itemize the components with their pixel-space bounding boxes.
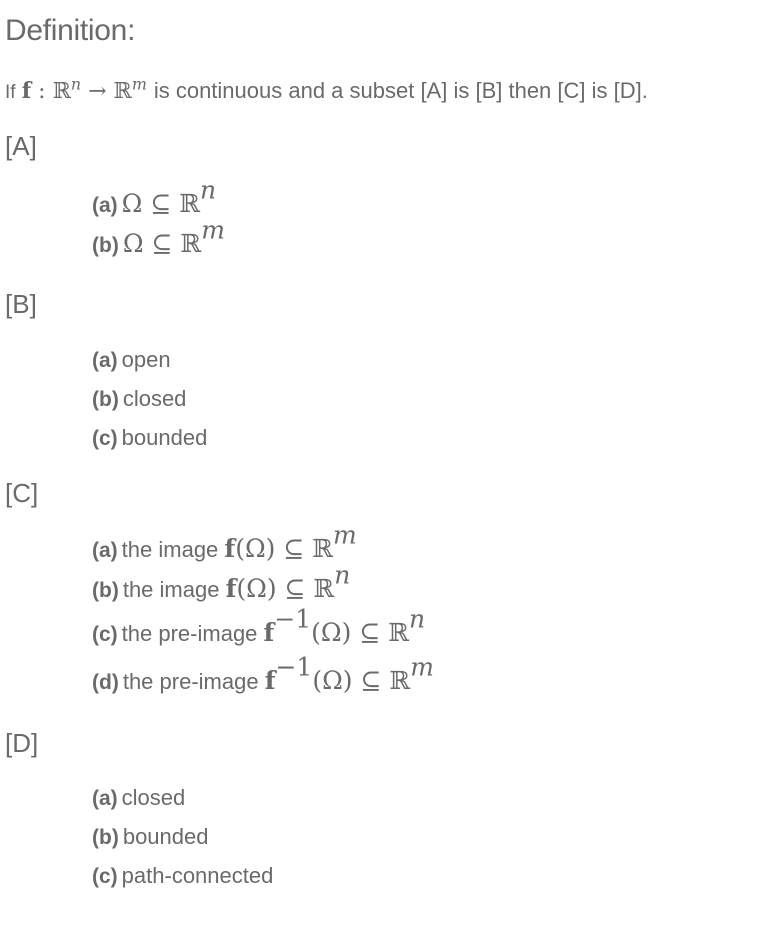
option-math: (Ω) ⊆ ℝ	[311, 618, 410, 647]
option-math: Ω ⊆ ℝ	[122, 229, 202, 258]
option-text: bounded	[121, 425, 208, 450]
option-d-c[interactable]	[92, 857, 273, 896]
option-c-b[interactable]	[92, 560, 434, 610]
option-key: (d)	[92, 671, 119, 694]
option-exponent: n	[334, 560, 351, 590]
option-text: open	[121, 347, 171, 372]
option-text: closed	[122, 386, 187, 411]
option-key: (b)	[92, 826, 119, 849]
option-c-c[interactable]	[92, 604, 434, 658]
option-d-b[interactable]	[92, 818, 273, 857]
option-exponent: m	[333, 520, 357, 550]
option-text: bounded	[122, 824, 209, 849]
codomain-exponent: m	[131, 74, 147, 94]
option-math: (Ω) ⊆ ℝ	[312, 666, 411, 695]
option-key: (c)	[92, 623, 118, 646]
option-text: closed	[121, 785, 186, 810]
option-key: (c)	[92, 865, 118, 888]
arrow-symbol: →	[88, 79, 107, 104]
section-c-options	[92, 520, 434, 706]
option-text: the image	[122, 577, 220, 602]
option-key: (a)	[92, 194, 118, 217]
colon-symbol: :	[38, 79, 46, 104]
section-label-a: [A]	[5, 131, 37, 161]
option-c-d[interactable]	[92, 652, 434, 706]
codomain-symbol: ℝ	[113, 79, 132, 104]
section-label-d: [D]	[5, 728, 39, 758]
option-text: path-connected	[121, 863, 274, 888]
option-key: (b)	[92, 579, 119, 602]
option-key: (c)	[92, 427, 118, 450]
function-symbol: f	[225, 574, 237, 603]
function-symbol: f	[224, 534, 236, 563]
option-b-b[interactable]	[92, 380, 207, 419]
option-math: Ω ⊆ ℝ	[121, 189, 201, 218]
option-d-a[interactable]	[92, 779, 273, 818]
option-math: (Ω) ⊆ ℝ	[236, 574, 335, 603]
option-text: the image	[121, 537, 219, 562]
option-exponent: m	[201, 215, 225, 245]
page-title: Definition:	[5, 14, 136, 47]
section-label-c: [C]	[5, 478, 39, 508]
option-exponent: n	[409, 604, 426, 634]
option-text: the pre-image	[121, 621, 258, 646]
option-a-b[interactable]	[92, 215, 225, 265]
statement-if: If	[5, 82, 16, 103]
option-b-c[interactable]	[92, 419, 207, 458]
option-key: (a)	[92, 349, 118, 372]
option-math: (Ω) ⊆ ℝ	[235, 534, 334, 563]
function-symbol: f	[264, 666, 276, 695]
section-a-options	[92, 175, 225, 265]
function-symbol: f	[21, 78, 32, 104]
statement-rest: is continuous and a subset [A] is [B] then [C] is [D].	[153, 78, 648, 103]
section-label-b: [B]	[5, 289, 37, 319]
inverse-exponent: −1	[274, 604, 312, 634]
domain-exponent: n	[70, 74, 82, 94]
option-c-a[interactable]	[92, 520, 434, 570]
option-key: (b)	[92, 388, 119, 411]
section-d-options	[92, 779, 273, 896]
domain-symbol: ℝ	[52, 79, 71, 104]
definition-statement	[5, 74, 648, 104]
option-key: (b)	[92, 234, 119, 257]
option-key: (a)	[92, 787, 118, 810]
option-exponent: n	[200, 175, 217, 205]
function-symbol: f	[263, 618, 275, 647]
option-b-a[interactable]	[92, 341, 207, 380]
inverse-exponent: −1	[275, 652, 313, 682]
option-text: the pre-image	[122, 669, 259, 694]
statement-map	[21, 74, 154, 104]
option-exponent: m	[410, 652, 434, 682]
option-key: (a)	[92, 539, 118, 562]
section-b-options	[92, 341, 207, 458]
